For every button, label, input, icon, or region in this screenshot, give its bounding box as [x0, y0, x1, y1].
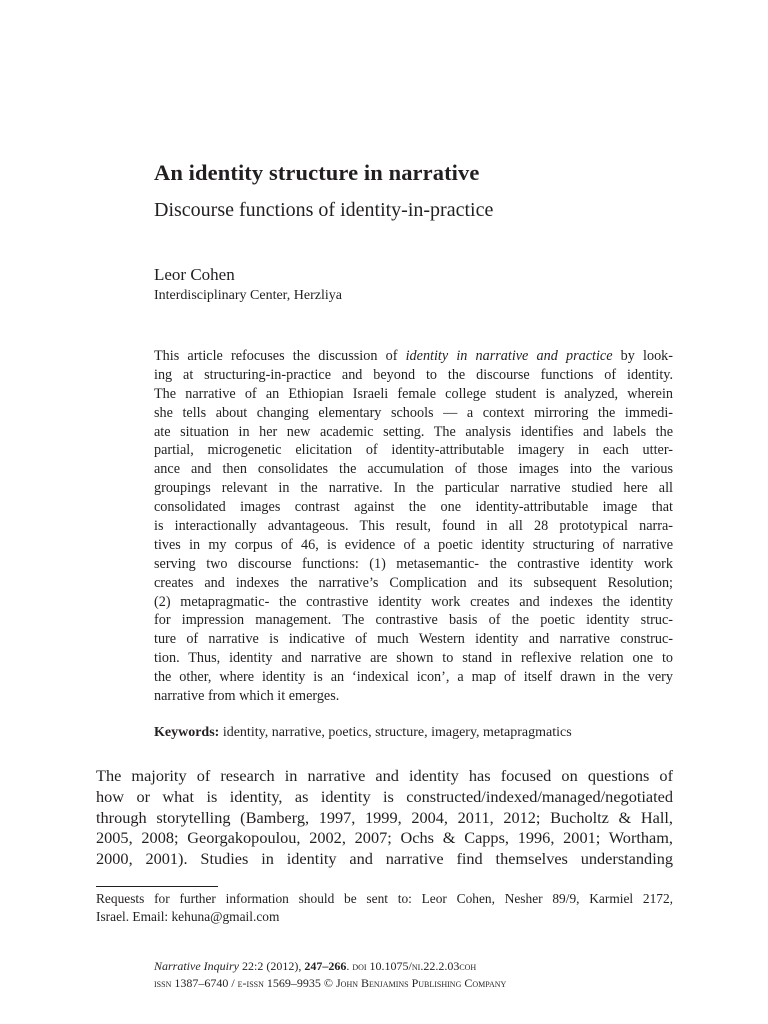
journal-doi: . doi 10.1075/ni.22.2.03coh — [346, 959, 477, 973]
abstract-line: ate situation in her new academic setting. The analysis identifies and labels the — [154, 423, 673, 440]
body-text — [96, 766, 673, 870]
article-title: An identity structure in narrative — [154, 160, 480, 185]
abstract-line: creates and indexes the narrative’s Complication and its subsequent Resolution; — [154, 574, 673, 591]
author-name: Leor Cohen — [154, 265, 235, 284]
abstract-line: ture of narrative is indicative of much Western identity and narrative construc- — [154, 631, 673, 648]
journal-issn: issn 1387–6740 / e-issn 1569–9935 © John Benjamins Publishing Company — [154, 976, 507, 990]
footnote — [96, 890, 673, 926]
abstract-line: tion. Thus, identity and narrative are shown to stand in reflexive relation one to — [154, 650, 673, 667]
body-line: 2000, 2001). Studies in identity and narrative find themselves understanding — [96, 849, 673, 869]
abstract-line: for impression management. The contrastive basis of the poetic identity struc- — [154, 612, 673, 629]
abstract — [154, 347, 673, 706]
journal-pages: 247–266 — [304, 959, 347, 973]
abstract-line: serving two discourse functions: (1) metasemantic- the contrastive identity work — [154, 555, 673, 572]
abstract-line: groupings relevant in the narrative. In the particular narrative studied here all — [154, 480, 673, 497]
journal-name: Narrative Inquiry — [154, 959, 239, 973]
author-affiliation: Interdisciplinary Center, Herzliya — [154, 288, 342, 303]
abstract-line: ing at structuring-in-practice and beyond to the discourse functions of identity. — [154, 366, 673, 383]
article-subtitle: Discourse functions of identity-in-practice — [154, 199, 494, 221]
body-line: through storytelling (Bamberg, 1997, 1999, 2004, 2011, 2012; Bucholtz & Hall, — [96, 807, 673, 827]
journal-volume: 22:2 (2012), — [239, 959, 305, 973]
keywords-label: Keywords: — [154, 725, 220, 740]
abstract-emphasis: identity in narrative and practice — [405, 348, 613, 364]
abstract-line: partial, microgenetic elicitation of identity-attributable imagery in each utter- — [154, 442, 673, 459]
footnote-line: Requests for further information should be sent to: Leor Cohen, Nesher 89/9, Karmiel 2172, — [96, 891, 673, 906]
abstract-line: tives in my corpus of 46, is evidence of a poetic identity structuring of narrative — [154, 536, 673, 553]
body-line: how or what is identity, as identity is constructed/indexed/managed/negotiated — [96, 786, 673, 806]
abstract-line: The narrative of an Ethiopian Israeli female college student is analyzed, wherein — [154, 385, 673, 402]
body-line: The majority of research in narrative and identity has focused on questions of — [96, 766, 673, 785]
footnote-line: Israel. Email: kehuna@gmail.com — [96, 909, 280, 924]
abstract-line: she tells about changing elementary schools — a context mirroring the immedi- — [154, 404, 673, 421]
abstract-line: is interactionally advantageous. This result, found in all 28 prototypical narra- — [154, 518, 673, 535]
keywords-text: identity, narrative, poetics, structure, imagery, metapragmatics — [219, 725, 572, 740]
keywords — [154, 725, 572, 741]
abstract-line: ance and then consolidates the accumulation of those images into the various — [154, 461, 673, 478]
abstract-line — [154, 347, 673, 366]
abstract-line: consolidated images contrast against the one identity-attributable image that — [154, 499, 673, 516]
abstract-line: narrative from which it emerges. — [154, 688, 340, 705]
abstract-text: by look- — [612, 348, 673, 364]
abstract-text: This article refocuses the discussion of — [154, 348, 406, 364]
journal-citation — [154, 958, 506, 992]
footnote-divider — [96, 886, 218, 887]
abstract-line: the other, where identity is an ‘indexical icon’, a map of itself drawn in the very — [154, 669, 673, 686]
abstract-line: (2) metapragmatic- the contrastive identity work creates and indexes the identity — [154, 593, 673, 610]
citation-line — [154, 958, 506, 975]
body-line: 2005, 2008; Georgakopoulou, 2002, 2007; Ochs & Capps, 1996, 2001; Wortham, — [96, 828, 673, 848]
